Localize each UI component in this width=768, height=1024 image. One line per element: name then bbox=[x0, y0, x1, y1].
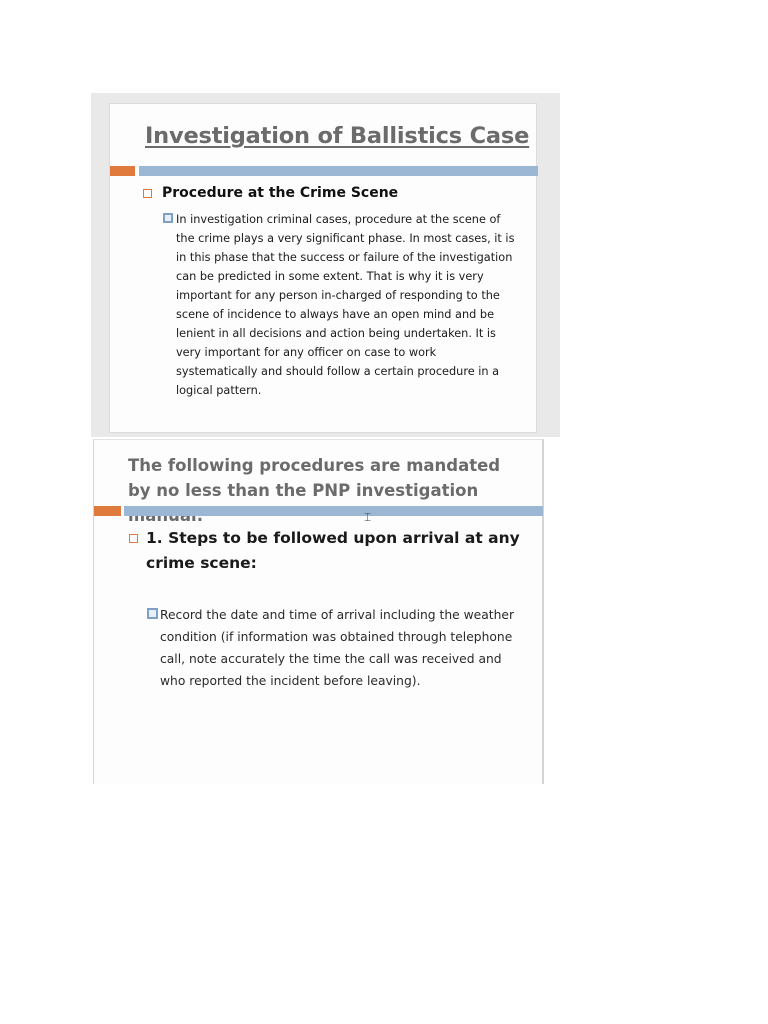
slide-1 bbox=[109, 103, 537, 433]
slide-1-title: Investigation of Ballistics Case bbox=[145, 123, 530, 149]
slide-1-accent-bar-blue bbox=[139, 166, 538, 176]
slide-1-accent-bar-orange bbox=[110, 166, 135, 176]
slide-2-heading: The following procedures are mandated by no less than the PNP investigation bbox=[128, 456, 501, 500]
hollow-square-icon bbox=[129, 534, 138, 543]
slide-2-paragraph: Record the date and time of arrival including the weather condition (if information was obtained through telephone call, note accurately the time the call was received and who reported the incident before leaving). bbox=[160, 608, 514, 688]
slide-2 bbox=[93, 439, 544, 784]
slide-1-bullet-level-1 bbox=[143, 185, 398, 201]
slide-2-accent-bar-blue bbox=[124, 506, 543, 516]
slide-1-bullet-text: Procedure at the Crime Scene bbox=[162, 185, 399, 201]
slide-1-paragraph: In investigation criminal cases, procedure at the scene of the crime plays a very significant phase. In most cases, it is in this phase that the success or failure of the investigation can be predicted in some extent. That is why it is very important for any person in-charged of responding to the scene of incidence to always have an open mind and be lenient in all decisions and action being undertaken. It is very important for any officer on case to work systematically and should follow a certain procedure in a logical pattern. bbox=[176, 213, 515, 397]
text-cursor-icon: ⌶ bbox=[364, 510, 372, 524]
filled-square-icon bbox=[163, 213, 173, 223]
hollow-square-icon bbox=[143, 189, 152, 198]
slide-2-accent-bar-orange bbox=[94, 506, 121, 516]
filled-square-icon bbox=[147, 608, 158, 619]
slide-2-bullet-text: 1. Steps to be followed upon arrival at any crime scene: bbox=[146, 529, 520, 572]
